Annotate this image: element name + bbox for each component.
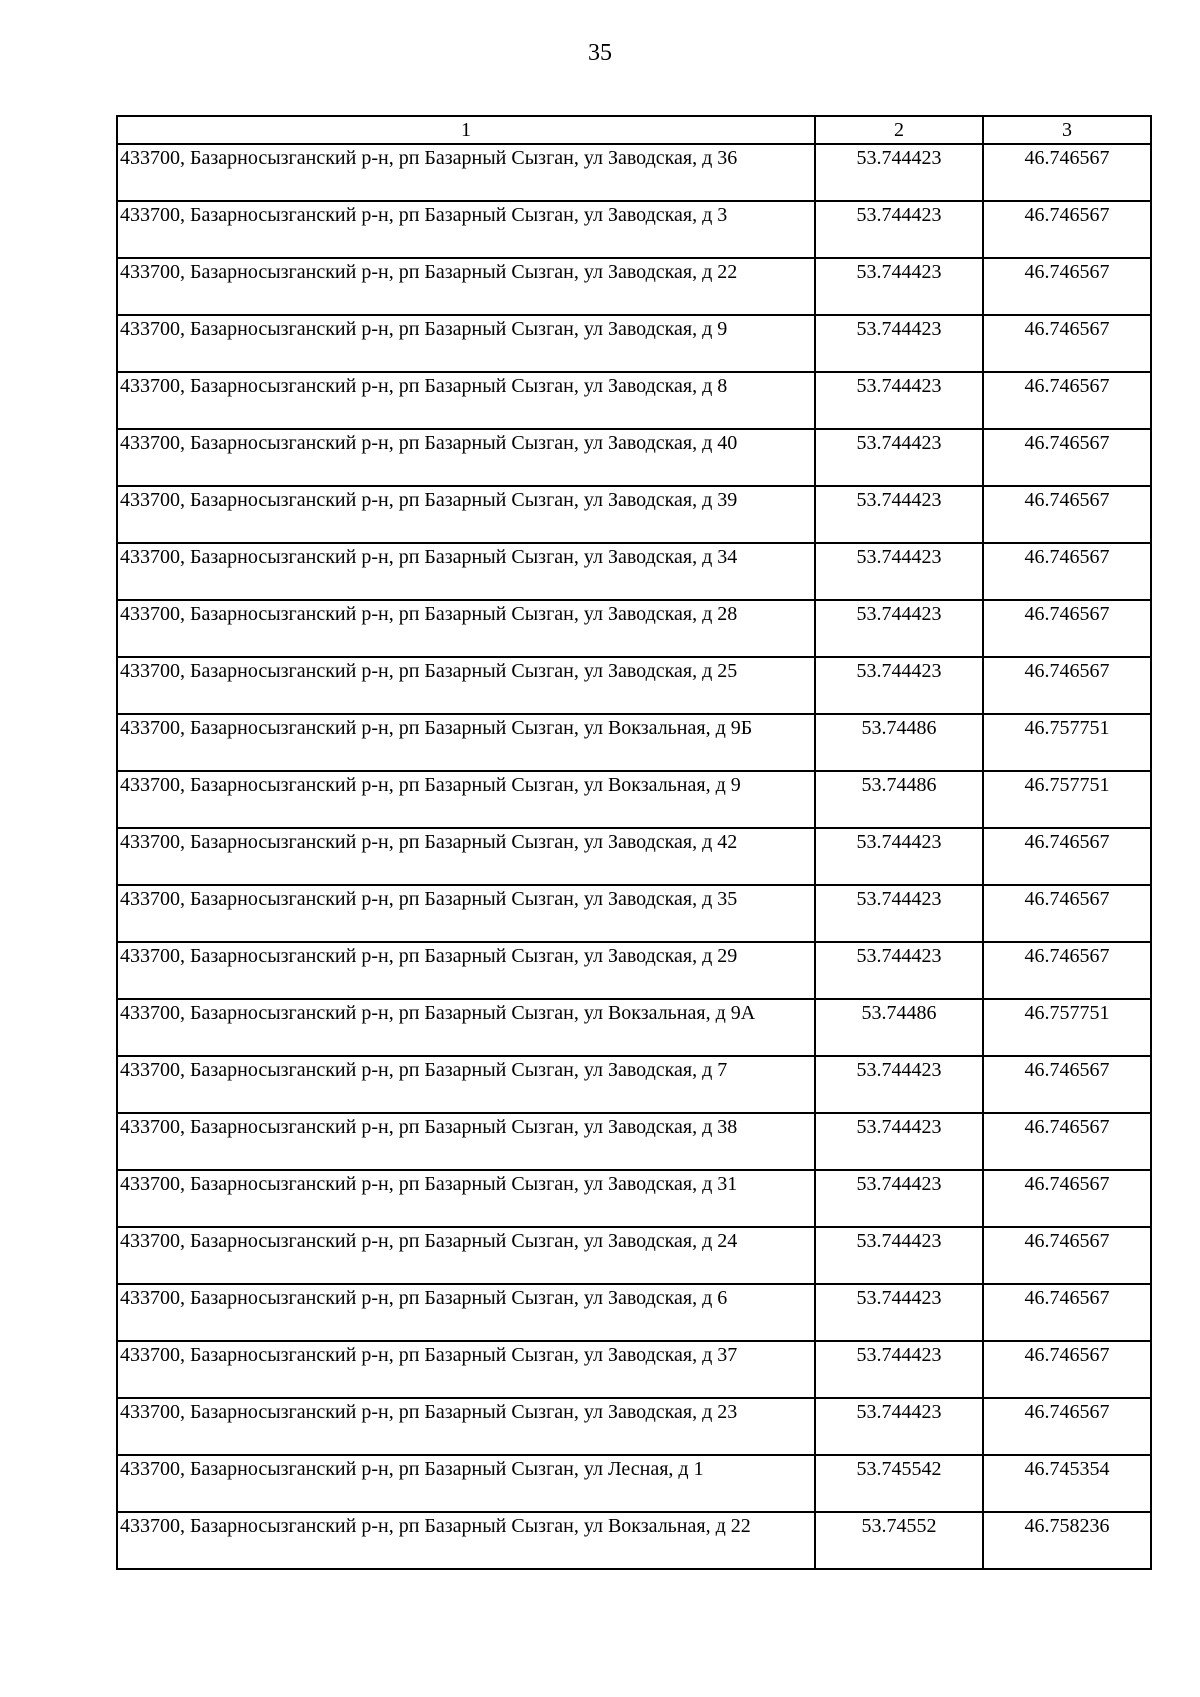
table-row xyxy=(117,486,1151,543)
address-cell: 433700, Базарносызганский р-н, рп Базарный Сызган, ул Заводская, д 3 xyxy=(117,201,815,258)
latitude-cell: 53.744423 xyxy=(815,315,983,372)
longitude-cell: 46.746567 xyxy=(983,1113,1151,1170)
table-header xyxy=(117,116,1151,144)
address-cell: 433700, Базарносызганский р-н, рп Базарный Сызган, ул Заводская, д 29 xyxy=(117,942,815,999)
longitude-cell: 46.746567 xyxy=(983,315,1151,372)
latitude-cell: 53.744423 xyxy=(815,201,983,258)
longitude-cell: 46.746567 xyxy=(983,486,1151,543)
latitude-cell: 53.744423 xyxy=(815,885,983,942)
longitude-cell: 46.746567 xyxy=(983,144,1151,201)
longitude-cell: 46.746567 xyxy=(983,258,1151,315)
longitude-cell: 46.746567 xyxy=(983,1341,1151,1398)
latitude-cell: 53.74486 xyxy=(815,714,983,771)
address-cell: 433700, Базарносызганский р-н, рп Базарный Сызган, ул Заводская, д 39 xyxy=(117,486,815,543)
address-cell: 433700, Базарносызганский р-н, рп Базарный Сызган, ул Лесная, д 1 xyxy=(117,1455,815,1512)
latitude-cell: 53.744423 xyxy=(815,429,983,486)
table-row xyxy=(117,1113,1151,1170)
longitude-cell: 46.746567 xyxy=(983,543,1151,600)
address-cell: 433700, Базарносызганский р-н, рп Базарный Сызган, ул Вокзальная, д 22 xyxy=(117,1512,815,1569)
longitude-cell: 46.758236 xyxy=(983,1512,1151,1569)
address-cell: 433700, Базарносызганский р-н, рп Базарный Сызган, ул Заводская, д 24 xyxy=(117,1227,815,1284)
longitude-cell: 46.746567 xyxy=(983,1170,1151,1227)
address-cell: 433700, Базарносызганский р-н, рп Базарный Сызган, ул Заводская, д 35 xyxy=(117,885,815,942)
table-row xyxy=(117,1284,1151,1341)
latitude-cell: 53.745542 xyxy=(815,1455,983,1512)
address-cell: 433700, Базарносызганский р-н, рп Базарный Сызган, ул Заводская, д 31 xyxy=(117,1170,815,1227)
table-row xyxy=(117,258,1151,315)
latitude-cell: 53.744423 xyxy=(815,600,983,657)
address-cell: 433700, Базарносызганский р-н, рп Базарный Сызган, ул Заводская, д 34 xyxy=(117,543,815,600)
address-cell: 433700, Базарносызганский р-н, рп Базарный Сызган, ул Вокзальная, д 9 xyxy=(117,771,815,828)
longitude-cell: 46.746567 xyxy=(983,1056,1151,1113)
table-row xyxy=(117,1398,1151,1455)
longitude-cell: 46.746567 xyxy=(983,1284,1151,1341)
address-cell: 433700, Базарносызганский р-н, рп Базарный Сызган, ул Заводская, д 22 xyxy=(117,258,815,315)
table-row xyxy=(117,771,1151,828)
table-row xyxy=(117,942,1151,999)
latitude-cell: 53.744423 xyxy=(815,1398,983,1455)
table-row xyxy=(117,429,1151,486)
table-row xyxy=(117,1512,1151,1569)
column-header-2: 2 xyxy=(815,116,983,144)
longitude-cell: 46.746567 xyxy=(983,600,1151,657)
address-cell: 433700, Базарносызганский р-н, рп Базарный Сызган, ул Заводская, д 9 xyxy=(117,315,815,372)
column-header-3: 3 xyxy=(983,116,1151,144)
latitude-cell: 53.744423 xyxy=(815,1056,983,1113)
table-row xyxy=(117,1455,1151,1512)
latitude-cell: 53.744423 xyxy=(815,1227,983,1284)
latitude-cell: 53.744423 xyxy=(815,828,983,885)
table-row xyxy=(117,144,1151,201)
address-cell: 433700, Базарносызганский р-н, рп Базарный Сызган, ул Заводская, д 25 xyxy=(117,657,815,714)
header-row xyxy=(117,116,1151,144)
address-table xyxy=(116,115,1152,1570)
address-cell: 433700, Базарносызганский р-н, рп Базарный Сызган, ул Заводская, д 6 xyxy=(117,1284,815,1341)
latitude-cell: 53.74552 xyxy=(815,1512,983,1569)
longitude-cell: 46.746567 xyxy=(983,942,1151,999)
table-row xyxy=(117,999,1151,1056)
latitude-cell: 53.744423 xyxy=(815,486,983,543)
latitude-cell: 53.744423 xyxy=(815,543,983,600)
table-row xyxy=(117,600,1151,657)
page-number: 35 xyxy=(588,40,612,66)
table-body xyxy=(117,144,1151,1569)
address-cell: 433700, Базарносызганский р-н, рп Базарный Сызган, ул Вокзальная, д 9Б xyxy=(117,714,815,771)
longitude-cell: 46.746567 xyxy=(983,828,1151,885)
address-cell: 433700, Базарносызганский р-н, рп Базарный Сызган, ул Заводская, д 7 xyxy=(117,1056,815,1113)
table-row xyxy=(117,543,1151,600)
latitude-cell: 53.74486 xyxy=(815,771,983,828)
longitude-cell: 46.746567 xyxy=(983,1398,1151,1455)
address-cell: 433700, Базарносызганский р-н, рп Базарный Сызган, ул Заводская, д 38 xyxy=(117,1113,815,1170)
table-row xyxy=(117,1170,1151,1227)
longitude-cell: 46.757751 xyxy=(983,999,1151,1056)
table-row xyxy=(117,372,1151,429)
address-cell: 433700, Базарносызганский р-н, рп Базарный Сызган, ул Заводская, д 23 xyxy=(117,1398,815,1455)
address-cell: 433700, Базарносызганский р-н, рп Базарный Сызган, ул Заводская, д 8 xyxy=(117,372,815,429)
table-row xyxy=(117,714,1151,771)
latitude-cell: 53.744423 xyxy=(815,657,983,714)
latitude-cell: 53.744423 xyxy=(815,372,983,429)
latitude-cell: 53.744423 xyxy=(815,144,983,201)
table-row xyxy=(117,1341,1151,1398)
longitude-cell: 46.746567 xyxy=(983,429,1151,486)
table-row xyxy=(117,828,1151,885)
longitude-cell: 46.745354 xyxy=(983,1455,1151,1512)
latitude-cell: 53.744423 xyxy=(815,1341,983,1398)
latitude-cell: 53.744423 xyxy=(815,258,983,315)
table-row xyxy=(117,1056,1151,1113)
latitude-cell: 53.744423 xyxy=(815,942,983,999)
table-row xyxy=(117,201,1151,258)
latitude-cell: 53.74486 xyxy=(815,999,983,1056)
longitude-cell: 46.746567 xyxy=(983,885,1151,942)
latitude-cell: 53.744423 xyxy=(815,1284,983,1341)
address-cell: 433700, Базарносызганский р-н, рп Базарный Сызган, ул Заводская, д 37 xyxy=(117,1341,815,1398)
address-cell: 433700, Базарносызганский р-н, рп Базарный Сызган, ул Заводская, д 28 xyxy=(117,600,815,657)
address-cell: 433700, Базарносызганский р-н, рп Базарный Сызган, ул Вокзальная, д 9А xyxy=(117,999,815,1056)
longitude-cell: 46.746567 xyxy=(983,201,1151,258)
latitude-cell: 53.744423 xyxy=(815,1170,983,1227)
table-row xyxy=(117,885,1151,942)
address-cell: 433700, Базарносызганский р-н, рп Базарный Сызган, ул Заводская, д 40 xyxy=(117,429,815,486)
longitude-cell: 46.746567 xyxy=(983,1227,1151,1284)
latitude-cell: 53.744423 xyxy=(815,1113,983,1170)
longitude-cell: 46.757751 xyxy=(983,771,1151,828)
table-row xyxy=(117,315,1151,372)
address-cell: 433700, Базарносызганский р-н, рп Базарный Сызган, ул Заводская, д 42 xyxy=(117,828,815,885)
longitude-cell: 46.746567 xyxy=(983,372,1151,429)
address-cell: 433700, Базарносызганский р-н, рп Базарный Сызган, ул Заводская, д 36 xyxy=(117,144,815,201)
column-header-1: 1 xyxy=(117,116,815,144)
longitude-cell: 46.746567 xyxy=(983,657,1151,714)
longitude-cell: 46.757751 xyxy=(983,714,1151,771)
table-row xyxy=(117,657,1151,714)
table-row xyxy=(117,1227,1151,1284)
